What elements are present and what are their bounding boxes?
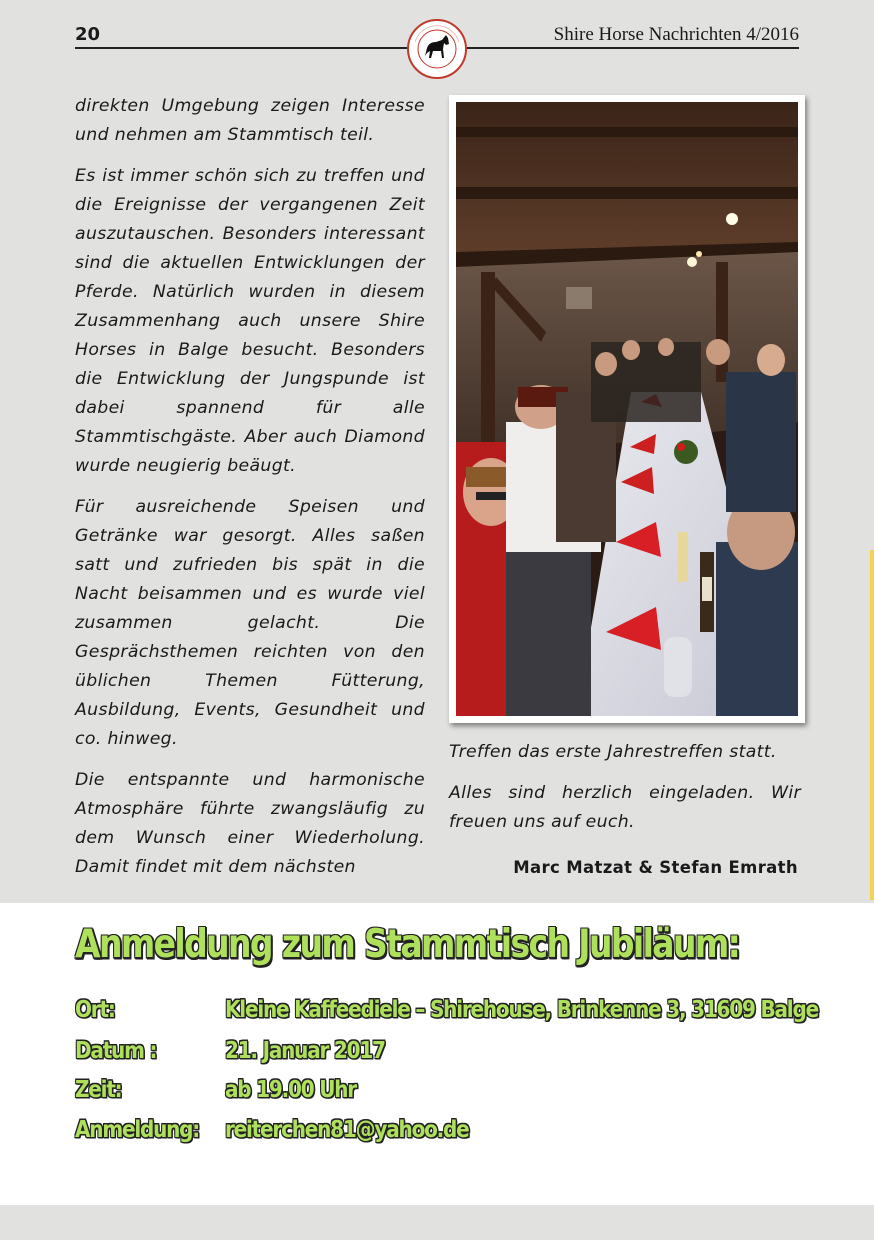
location-label: Ort: bbox=[75, 995, 115, 1023]
header-rule-right bbox=[467, 47, 799, 49]
shire-horse-logo bbox=[406, 18, 468, 80]
date-value: 21. Januar 2017 bbox=[225, 1036, 385, 1064]
info-row-date bbox=[75, 1036, 835, 1066]
dinner-table-photo-icon bbox=[456, 102, 798, 716]
registration-title: Anmeldung zum Stammtisch Jubiläum: bbox=[75, 920, 740, 967]
stammtisch-photo bbox=[456, 102, 798, 716]
location-value: Kleine Kaffeediele – Shirehouse, Brinkenne 3, 31609 Balge bbox=[225, 995, 818, 1023]
horse-seal-icon bbox=[406, 18, 468, 80]
info-row-registration bbox=[75, 1115, 835, 1145]
paragraph: Für ausreichende Speisen und Getränke war gesorgt. Alles saßen satt und zufrieden bis spät in die Nacht beisammen und es wurde viel zusammen gelacht. Die Gesprächsthemen reichten von den üblichen Themen Fütterung, Ausbildung, Events, Gesundheit und co. hinweg. bbox=[75, 497, 425, 749]
author-signature: Marc Matzat & Stefan Emrath bbox=[513, 858, 798, 877]
info-row-location bbox=[75, 995, 835, 1025]
article-left-column bbox=[75, 92, 425, 894]
paragraph: Es ist immer schön sich zu treffen und die Ereignisse der vergangenen Zeit auszutauschen. Besonders interessant sind die aktuellen Entwicklungen der Pferde. Natürlich wurden in diesem Zusammenhang auch unsere Shire Horses in Balge besucht. Besonders die Entwicklung der Jungspunde ist dabei spannend für alle Stammtischgäste. Aber auch Diamond wurde neugierig beäugt. bbox=[75, 166, 425, 476]
header-rule-left bbox=[75, 47, 407, 49]
time-value: ab 19.00 Uhr bbox=[225, 1075, 356, 1103]
paragraph: Die entspannte und harmonische Atmosphäre führte zwangsläufig zu dem Wunsch einer Wiederholung. Damit findet mit dem nächsten bbox=[75, 770, 425, 877]
registration-email[interactable]: reiterchen81@yahoo.de bbox=[225, 1115, 469, 1143]
paragraph: Alles sind herzlich eingeladen. Wir freuen uns auf euch. bbox=[449, 783, 801, 832]
info-row-time bbox=[75, 1075, 835, 1105]
date-label: Datum : bbox=[75, 1036, 157, 1064]
accent-bar bbox=[870, 550, 874, 900]
paragraph: Treffen das erste Jahrestreffen statt. bbox=[449, 742, 777, 762]
registration-label: Anmeldung: bbox=[75, 1115, 200, 1143]
time-label: Zeit: bbox=[75, 1075, 122, 1103]
photo-frame bbox=[449, 95, 805, 723]
page-number: 20 bbox=[75, 24, 101, 45]
publication-title: Shire Horse Nachrichten 4/2016 bbox=[553, 24, 799, 45]
article-right-column bbox=[449, 738, 801, 882]
paragraph: direkten Umgebung zeigen Interesse und nehmen am Stammtisch teil. bbox=[75, 96, 425, 145]
